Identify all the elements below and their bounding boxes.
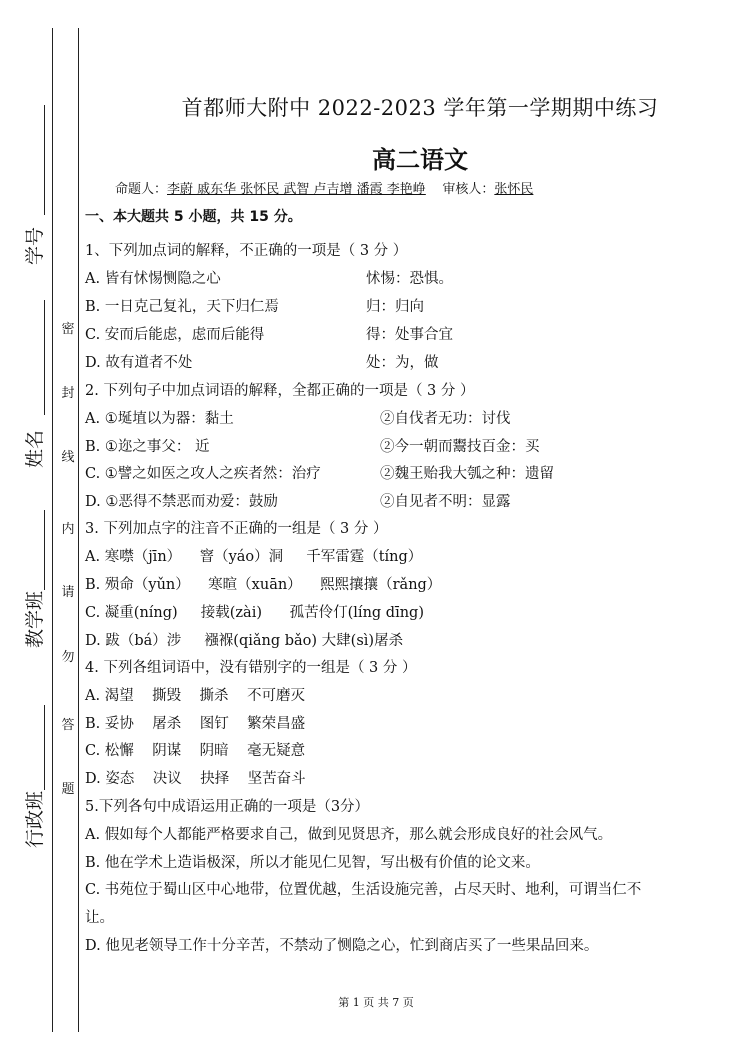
q4-stem: 4. 下列各组词语中，没有错别字的一组是（ 3 分 ） <box>85 660 417 676</box>
q2-option-c-1: C. ①譬之如医之攻人之疾者然：治疗 <box>85 466 321 482</box>
exam-subject: 高二语文 <box>372 146 468 174</box>
q1-option-d: D. 故有道者不处 <box>85 355 193 371</box>
authors-label: 命题人： <box>115 182 168 197</box>
q4-option-d: D. 姿态 决议 抉择 坚苦奋斗 <box>85 771 306 787</box>
student-id-label: 学号 <box>24 226 46 265</box>
q3-option-d: D. 跋（bá）涉 襁褓(qiǎng bǎo) 大肆(sì)屠杀 <box>85 633 404 649</box>
q5-option-c: C. 书苑位于蜀山区中心地带，位置优越，生活设施完善，占尽天时、地利，可谓当仁不 <box>85 882 642 898</box>
authors-line <box>115 178 533 197</box>
authors-names: 李蔚 戚东华 张怀民 武智 卢吉增 潘霞 李艳峥 <box>167 182 426 197</box>
q4-option-c: C. 松懈 阴谋 阴暗 毫无疑意 <box>85 743 306 759</box>
q2-option-c-2: ②魏王贻我大瓠之种：遗留 <box>380 466 554 482</box>
admin-class-line[interactable] <box>44 705 45 790</box>
admin-class-label: 行政班 <box>24 790 46 848</box>
q1-option-c: C. 安而后能虑，虑而后能得 <box>85 327 265 343</box>
q1-gloss-c: 得：处事合宜 <box>366 327 453 343</box>
q5-stem: 5.下列各句中成语运用正确的一项是（3分） <box>85 799 370 815</box>
reviewer-name: 张怀民 <box>494 182 534 197</box>
q3-option-b: B. 殒命（yǔn） 寒暄（xuān） 熙熙攘攘（rǎng） <box>85 577 442 593</box>
q2-option-a-2: ②自伐者无功：讨伐 <box>380 411 511 427</box>
section-heading: 一、本大题共 5 小题，共 15 分。 <box>85 209 302 225</box>
q5-option-a: A. 假如每个人都能严格要求自己，做到见贤思齐，那么就会形成良好的社会风气。 <box>85 827 613 843</box>
q5-option-c-cont: 让。 <box>85 910 114 926</box>
seal-char: 封 <box>61 386 75 401</box>
q4-option-b: B. 妥协 屠杀 图钉 繁荣昌盛 <box>85 716 306 732</box>
reviewer-label: 审核人： <box>442 182 495 197</box>
q1-option-a: A. 皆有怵惕恻隐之心 <box>85 271 221 287</box>
seal-char: 答 <box>61 718 75 733</box>
q1-gloss-b: 归：归向 <box>366 299 424 315</box>
student-id-line[interactable] <box>44 105 45 215</box>
q4-option-a: A. 渴望 撕毁 撕杀 不可磨灭 <box>85 688 305 704</box>
seal-char: 线 <box>61 450 75 465</box>
q2-stem: 2. 下列句子中加点词语的解释，全都正确的一项是（ 3 分 ） <box>85 383 475 399</box>
binding-line-inner <box>78 28 79 1032</box>
q1-gloss-a: 怵惕：恐惧。 <box>366 271 453 287</box>
class-label: 教学班 <box>24 590 46 648</box>
q2-option-d-2: ②自见者不明：显露 <box>380 494 511 510</box>
seal-char: 请 <box>61 585 75 600</box>
q3-option-c: C. 凝重(níng) 接载(zài) 孤苦伶仃(líng dīng) <box>85 605 425 621</box>
q1-gloss-d: 处：为，做 <box>366 355 439 371</box>
name-line[interactable] <box>44 300 45 415</box>
q2-option-b-2: ②今一朝而鬻技百金：买 <box>380 439 540 455</box>
q2-option-d-1: D. ①恶得不禁恶而劝爱：鼓励 <box>85 494 278 510</box>
seal-char: 勿 <box>61 650 75 665</box>
binding-line-outer <box>52 28 53 1032</box>
exam-title: 首都师大附中 2022-2023 学年第一学期期中练习 <box>181 96 659 120</box>
q3-option-a: A. 寒噤（jīn） 窨（yáo）洞 千军雷霆（tíng） <box>85 549 423 565</box>
q5-option-d: D. 他见老领导工作十分辛苦，不禁动了恻隐之心，忙到商店买了一些果品回来。 <box>85 938 599 954</box>
seal-char: 内 <box>61 522 75 537</box>
q2-option-b-1: B. ①迩之事父： 近 <box>85 439 210 455</box>
q5-option-b: B. 他在学术上造诣极深，所以才能见仁见智，写出极有价值的论文来。 <box>85 855 540 871</box>
q3-stem: 3. 下列加点字的注音不正确的一组是（ 3 分 ） <box>85 521 388 537</box>
class-line[interactable] <box>44 510 45 590</box>
name-label: 姓名 <box>24 429 46 468</box>
seal-char: 题 <box>61 782 75 797</box>
q2-option-a-1: A. ①埏埴以为器：黏土 <box>85 411 234 427</box>
q1-option-b: B. 一日克己复礼，天下归仁焉 <box>85 299 279 315</box>
page-number: 第 1 页 共 7 页 <box>338 996 414 1009</box>
q1-stem: 1、下列加点词的解释，不正确的一项是（ 3 分 ） <box>85 243 408 259</box>
seal-char: 密 <box>61 322 75 337</box>
